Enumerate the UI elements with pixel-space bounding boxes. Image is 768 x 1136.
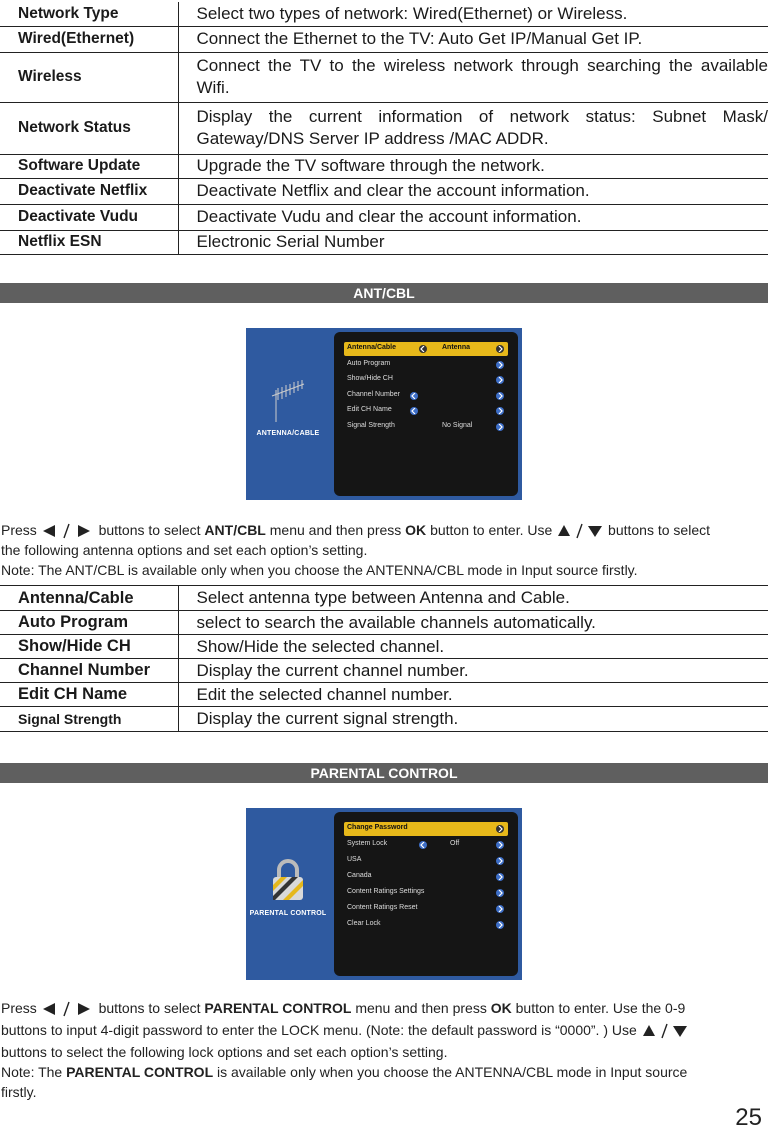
- menu-item-clear-lock[interactable]: [344, 918, 508, 932]
- text-span: button to enter. Use the 0-9: [515, 1000, 686, 1016]
- left-right-arrows-icon: [41, 1001, 95, 1017]
- table-row: [0, 26, 768, 52]
- up-down-arrows-icon: [556, 523, 604, 539]
- menu-item-label: Change Password: [347, 824, 408, 831]
- menu-item-show-hide-ch[interactable]: [344, 373, 508, 387]
- text-span: Press: [1, 1000, 37, 1016]
- table-row: [0, 611, 768, 635]
- desc-cell: Display the current channel number.: [178, 659, 768, 683]
- desc-cell: Edit the selected channel number.: [178, 683, 768, 707]
- ant-cbl-menu-screenshot: [246, 328, 522, 500]
- table-row: [0, 635, 768, 659]
- desc-cell: Show/Hide the selected channel.: [178, 635, 768, 659]
- table-row: [0, 707, 768, 732]
- menu-item-content-ratings-reset[interactable]: [344, 902, 508, 916]
- up-down-arrows-icon: [641, 1023, 689, 1039]
- menu-panel: [334, 812, 518, 976]
- text-span: Note: The: [1, 1064, 63, 1080]
- table-row: [0, 586, 768, 611]
- text-span: button to enter. Use: [430, 522, 553, 538]
- table-row: [0, 683, 768, 707]
- padlock-icon: [271, 858, 305, 902]
- menu-item-value: No Signal: [442, 422, 473, 429]
- term-cell: Show/Hide CH: [0, 635, 178, 659]
- text-span: menu and then press: [269, 522, 402, 538]
- sidebar-label: PARENTAL CONTROL: [249, 910, 327, 917]
- instruction-line: buttons to select the following lock options and set each option’s setting.: [1, 1044, 448, 1060]
- left-arrow-icon: [419, 841, 427, 849]
- desc-cell: Display the current signal strength.: [178, 707, 768, 732]
- right-arrow-icon: [496, 825, 504, 833]
- menu-item-signal-strength[interactable]: [344, 420, 508, 434]
- menu-name: ANT/CBL: [204, 522, 266, 538]
- text-span: buttons to select: [608, 522, 710, 538]
- table-row: [0, 2, 768, 26]
- instruction-line: the following antenna options and set each option’s setting.: [1, 542, 368, 558]
- right-arrow-icon: [496, 921, 504, 929]
- page-number: 25: [735, 1104, 762, 1131]
- menu-sidebar: [246, 328, 330, 500]
- menu-item-label: USA: [347, 856, 362, 863]
- term-cell: Channel Number: [0, 659, 178, 683]
- menu-item-label: Show/Hide CH: [347, 375, 393, 382]
- right-arrow-icon: [496, 873, 504, 881]
- menu-item-label: Channel Number: [347, 391, 400, 398]
- section-header-parental-control: PARENTAL CONTROL: [0, 763, 768, 783]
- menu-item-usa[interactable]: [344, 854, 508, 868]
- note-line: [1, 1062, 767, 1082]
- instruction-line: [1, 1020, 767, 1042]
- parental-control-menu-screenshot: [246, 808, 522, 980]
- term-cell: Wired(Ethernet): [0, 26, 178, 52]
- menu-item-label: Auto Program: [347, 360, 391, 367]
- table-row: [0, 102, 768, 154]
- menu-item-content-ratings-settings[interactable]: [344, 886, 508, 900]
- right-arrow-icon: [496, 361, 504, 369]
- text-span: menu and then press: [355, 1000, 487, 1016]
- ant-cbl-instructions: [1, 520, 767, 580]
- desc-cell: Upgrade the TV software through the network.: [178, 154, 768, 178]
- desc-cell: Electronic Serial Number: [178, 230, 768, 254]
- menu-item-edit-ch-name[interactable]: [344, 404, 508, 418]
- right-arrow-icon: [496, 857, 504, 865]
- term-cell: Network Status: [0, 102, 178, 154]
- menu-panel: [334, 332, 518, 496]
- menu-item-canada[interactable]: [344, 870, 508, 884]
- note-line: Note: The ANT/CBL is available only when you choose the ANTENNA/CBL mode in Input source firstly.: [1, 562, 638, 578]
- term-cell: Software Update: [0, 154, 178, 178]
- ok-key: OK: [405, 522, 427, 538]
- term-cell: Netflix ESN: [0, 230, 178, 254]
- ok-key: OK: [490, 1000, 512, 1016]
- desc-cell: Deactivate Vudu and clear the account information.: [178, 204, 768, 230]
- menu-sidebar: [246, 808, 330, 980]
- menu-item-label: Antenna/Cable: [347, 344, 397, 351]
- menu-item-label: Canada: [347, 872, 372, 879]
- menu-item-label: Signal Strength: [347, 422, 395, 429]
- right-arrow-icon: [496, 841, 504, 849]
- desc-cell: Select antenna type between Antenna and Cable.: [178, 586, 768, 611]
- menu-item-label: System Lock: [347, 840, 388, 847]
- term-cell: Deactivate Vudu: [0, 204, 178, 230]
- menu-item-antenna-cable[interactable]: [344, 342, 508, 356]
- right-arrow-icon: [496, 345, 504, 353]
- table-row: [0, 178, 768, 204]
- text-span: buttons to select: [98, 1000, 201, 1016]
- table-row: [0, 204, 768, 230]
- desc-cell: Deactivate Netflix and clear the account information.: [178, 178, 768, 204]
- right-arrow-icon: [496, 423, 504, 431]
- menu-item-system-lock[interactable]: [344, 838, 508, 852]
- right-arrow-icon: [496, 905, 504, 913]
- text-span: buttons to select: [98, 522, 201, 538]
- term-cell: Signal Strength: [0, 707, 178, 732]
- desc-cell: Display the current information of network status: Subnet Mask/ Gateway/DNS Server IP address /MAC ADDR.: [178, 102, 768, 154]
- table-row: [0, 154, 768, 178]
- menu-item-auto-program[interactable]: [344, 358, 508, 372]
- menu-name: PARENTAL CONTROL: [66, 1064, 214, 1080]
- parental-control-instructions: [1, 998, 767, 1102]
- desc-cell: Connect the TV to the wireless network through searching the available Wifi.: [178, 52, 768, 102]
- menu-item-label: Edit CH Name: [347, 406, 392, 413]
- instruction-line: [1, 998, 767, 1020]
- menu-item-channel-number[interactable]: [344, 389, 508, 403]
- right-arrow-icon: [496, 376, 504, 384]
- note-line: firstly.: [1, 1084, 37, 1100]
- text-span: buttons to input 4-digit password to enter the LOCK menu. (Note: the default password is “0000”. ) Use: [1, 1022, 637, 1038]
- table-row: [0, 230, 768, 254]
- left-arrow-icon: [410, 392, 418, 400]
- right-arrow-icon: [496, 407, 504, 415]
- term-cell: Wireless: [0, 52, 178, 102]
- right-arrow-icon: [496, 889, 504, 897]
- menu-name: PARENTAL CONTROL: [204, 1000, 352, 1016]
- left-arrow-icon: [419, 345, 427, 353]
- menu-item-label: Clear Lock: [347, 920, 381, 927]
- term-cell: Auto Program: [0, 611, 178, 635]
- desc-cell: select to search the available channels automatically.: [178, 611, 768, 635]
- text-span: is available only when you choose the ANTENNA/CBL mode in Input source: [217, 1064, 688, 1080]
- menu-item-change-password[interactable]: [344, 822, 508, 836]
- menu-item-label: Content Ratings Settings: [347, 888, 425, 895]
- network-settings-table: [0, 2, 768, 255]
- term-cell: Deactivate Netflix: [0, 178, 178, 204]
- desc-cell: Select two types of network: Wired(Ethernet) or Wireless.: [178, 2, 768, 26]
- instruction-line: [1, 520, 767, 540]
- table-row: [0, 659, 768, 683]
- section-header-ant-cbl: ANT/CBL: [0, 283, 768, 303]
- menu-item-value: Antenna: [442, 344, 470, 351]
- left-arrow-icon: [410, 407, 418, 415]
- antenna-icon: [268, 376, 308, 424]
- term-cell: Network Type: [0, 2, 178, 26]
- term-cell: Edit CH Name: [0, 683, 178, 707]
- left-right-arrows-icon: [41, 523, 95, 539]
- right-arrow-icon: [496, 392, 504, 400]
- text-span: Press: [1, 522, 37, 538]
- table-row: [0, 52, 768, 102]
- desc-cell: Connect the Ethernet to the TV: Auto Get IP/Manual Get IP.: [178, 26, 768, 52]
- menu-item-value: Off: [450, 840, 460, 847]
- sidebar-label: ANTENNA/CABLE: [256, 430, 320, 437]
- menu-item-label: Content Ratings Reset: [347, 904, 418, 911]
- term-cell: Antenna/Cable: [0, 586, 178, 611]
- ant-cbl-options-table: [0, 585, 768, 732]
